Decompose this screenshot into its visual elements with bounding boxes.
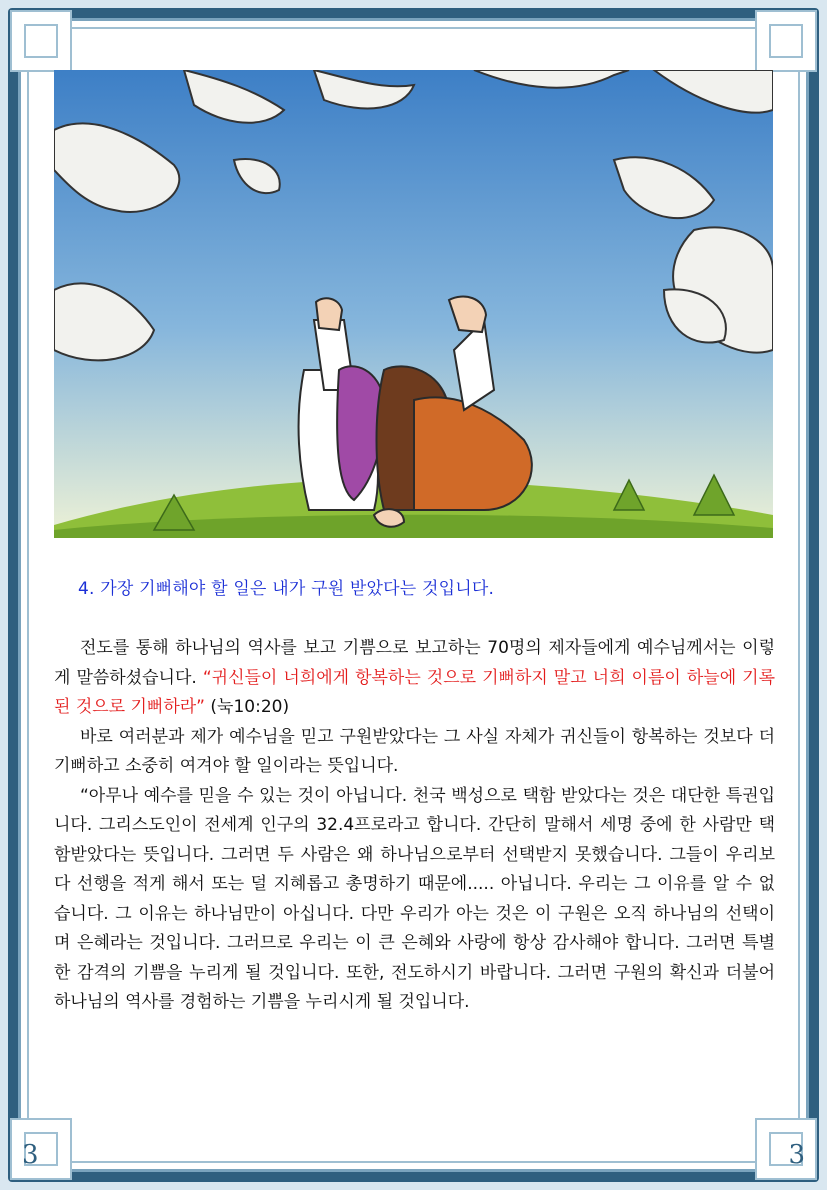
paragraph-text: 전도를 통해 하나님의 역사를 보고 기쁨으로 보고하는 70명의 제자들에게 예수님께서는 이렇게 말씀하셨습니다. xyxy=(54,638,775,688)
section-heading: 4. 가장 기뻐해야 할 일은 내가 구원 받았다는 것입니다. xyxy=(78,579,495,599)
corner-ornament xyxy=(10,1118,72,1180)
corner-ornament xyxy=(755,1118,817,1180)
corner-ornament xyxy=(755,10,817,72)
page-number-left: 3 xyxy=(22,1140,39,1170)
illustration xyxy=(54,70,773,538)
illustration-svg xyxy=(54,70,773,538)
body-text xyxy=(54,634,775,1018)
paragraph: “아무나 예수를 믿을 수 있는 것이 아닙니다. 천국 백성으로 택함 받았다는 것은 대단한 특권입니다. 그리스도인이 전세계 인구의 32.4프로라고 합니다. 간단히 말해서 세명 중에 한 사람만 택함받았다는 뜻입니다. 그러면 두 사람은 왜 하나님으로부터 선택받지 못했습니다. 그들이 우리보다 선행을 적게 해서 또는 덜 지혜롭고 총명하기 때문에..... 아닙니다. 우리는 그 이유를 알 수 없습니다. 그 이유는 하나님만이 아십니다. 다만 우리가 아는 것은 이 구원은 오직 하나님의 선택이며 은혜라는 것입니다. 그러므로 우리는 이 큰 은혜와 사랑에 항상 감사해야 합니다. 그러면 특별한 감격의 기쁨을 누리게 될 것입니다. 또한, 전도하시기 바랍니다. 그러면 구원의 확신과 더불어 하나님의 역사를 경험하는 기쁨을 누리시게 될 것입니다. xyxy=(54,785,775,1012)
page-number-right: 3 xyxy=(788,1140,805,1170)
scripture-reference: (눅10:20) xyxy=(205,697,290,717)
scripture-quote: “귀신들이 너희에게 항복하는 것으로 기뻐하지 말고 너희 이름이 하늘에 기록된 것으로 기뻐하라” xyxy=(54,667,775,717)
paragraph: 바로 여러분과 제가 예수님을 믿고 구원받았다는 그 사실 자체가 귀신들이 항복하는 것보다 더 기뻐하고 소중히 여겨야 할 일이라는 뜻입니다. xyxy=(54,726,775,776)
corner-ornament xyxy=(10,10,72,72)
paragraph xyxy=(54,634,775,723)
